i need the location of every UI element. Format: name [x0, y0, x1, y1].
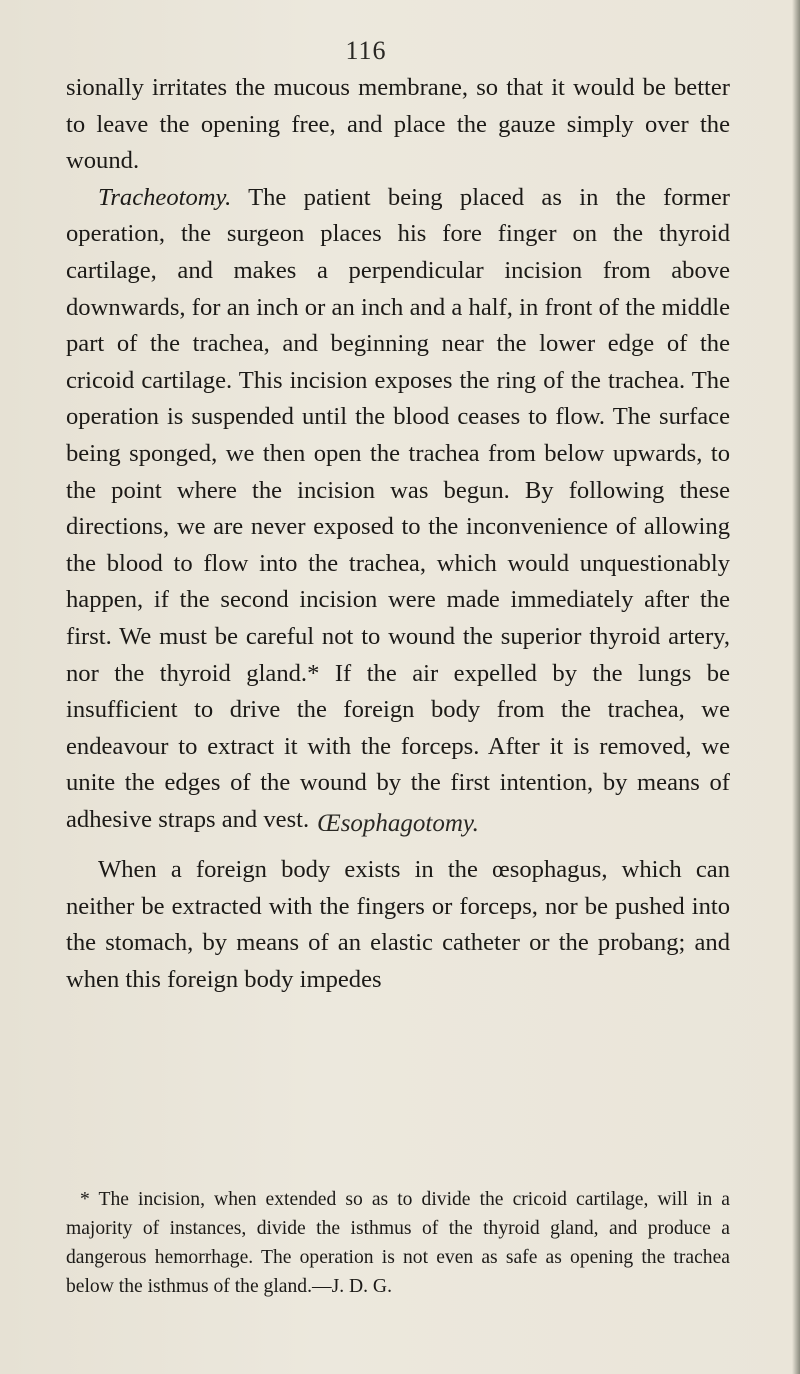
tracheotomy-title: Tracheotomy.	[98, 183, 232, 211]
continuation-paragraph	[66, 70, 730, 180]
oesophagotomy-heading: Œsophagotomy.	[317, 810, 479, 837]
oesophagotomy-paragraph: When a foreign body exists in the œsophagus, which can neither be extracted with the fingers or forceps, nor be pushed into the stomach, by means of an elastic catheter or the probang; and when this foreign body impedes	[66, 856, 730, 993]
continuation-text: sionally irritates the mucous membrane, so that it would be better to leave the opening free, and place the gauze simply over the wound.	[66, 74, 730, 175]
footnote-text: * The incision, when extended so as to divide the cricoid cartilage, will in a majority of instances, divide the isthmus of the thyroid gland, and produce a dangerous hemorrhage. The operation is not even as safe as opening the trachea below the isthmus of the gland.—J. D. G.	[66, 1189, 730, 1297]
tracheotomy-text: The patient being placed as in the former operation, the surgeon places his fore finger on the thyroid cartilage, and makes a perpendicular incision from above downwards, for an inch or an inch and a half, in front of the middle part of the trachea, and beginning near the lower edge of the cricoid cartilage. This incision exposes the ring of the trachea. The operation is suspended until the blood ceases to flow. The surface being sponged, we then open the trachea from below upwards, to the point where the incision was begun. By following these directions, we are never exposed to the inconvenience of allowing the blood to flow into the trachea, which would unquestionably happen, if the second incision were made immediately after the first. We must be careful not to wound the superior thyroid artery, nor the thyroid gland.* If the air expelled by the lungs be insufficient to drive the foreign body from the trachea, we endeavour to extract it with the forceps. After it is removed, we unite the edges of the wound by the first intention, by means of adhesive straps and vest.	[66, 183, 730, 833]
page-number: 116	[345, 36, 387, 65]
oesophagotomy-section	[66, 852, 730, 998]
footnote	[66, 1185, 730, 1301]
tracheotomy-paragraph	[66, 180, 730, 839]
tracheotomy-section	[66, 70, 730, 838]
page-edge-shadow	[792, 0, 800, 1374]
